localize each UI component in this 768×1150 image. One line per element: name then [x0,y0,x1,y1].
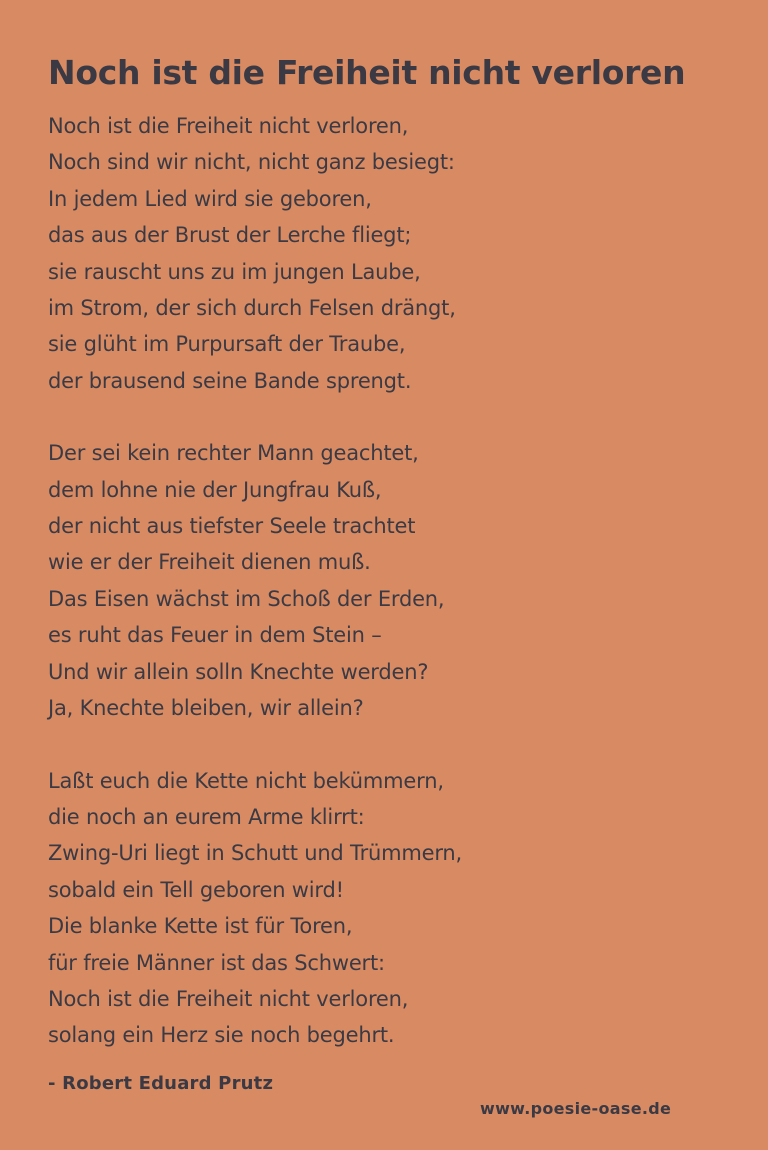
verse-line: der brausend seine Bande sprengt. [48,368,412,393]
verse-line: es ruht das Feuer in dem Stein – [48,623,382,648]
poem-container [48,50,738,1090]
verse-line: Laßt euch die Kette nicht bekümmern, [48,768,444,793]
verse-line: wie er der Freiheit dienen muß. [48,550,371,575]
verse-line: Noch ist die Freiheit nicht verloren, [48,986,409,1011]
verse-line: das aus der Brust der Lerche fliegt; [48,223,412,248]
verse-line: sie rauscht uns zu im jungen Laube, [48,259,421,284]
verse-line: Noch ist die Freiheit nicht verloren, [48,114,409,138]
verse-line: sie glüht im Purpursaft der Traube, [48,332,406,357]
verse-line: Der sei kein rechter Mann geachtet, [48,441,419,466]
verse-line: solang ein Herz sie noch begehrt. [48,1023,395,1048]
stanza-1 [48,108,738,399]
website-watermark: www.poesie-oase.de [480,1099,672,1118]
verse-line: für freie Männer ist das Schwert: [48,950,385,975]
verse-line: Ja, Knechte bleiben, wir allein? [48,696,364,721]
verse-line: Noch sind wir nicht, nicht ganz besiegt: [48,150,455,175]
poem-title: Noch ist die Freiheit nicht verloren [48,53,686,92]
verse-line: Die blanke Kette ist für Toren, [48,914,353,939]
verse-line: Das Eisen wächst im Schoß der Erden, [48,586,445,611]
verse-line: dem lohne nie der Jungfrau Kuß, [48,477,382,502]
verse-line: sobald ein Tell geboren wird! [48,877,344,902]
verse-line: im Strom, der sich durch Felsen drängt, [48,296,456,321]
verse-line: der nicht aus tiefster Seele trachtet [48,514,416,539]
verse-line: die noch an eurem Arme klirrt: [48,804,365,829]
poem-author: - Robert Eduard Prutz [48,1073,274,1094]
stanza-2 [48,435,738,726]
verse-line: In jedem Lied wird sie geboren, [48,186,372,211]
stanza-3 [48,763,738,1054]
verse-line: Zwing-Uri liegt in Schutt und Trümmern, [48,841,463,866]
verse-line: Und wir allein solln Knechte werden? [48,659,429,684]
